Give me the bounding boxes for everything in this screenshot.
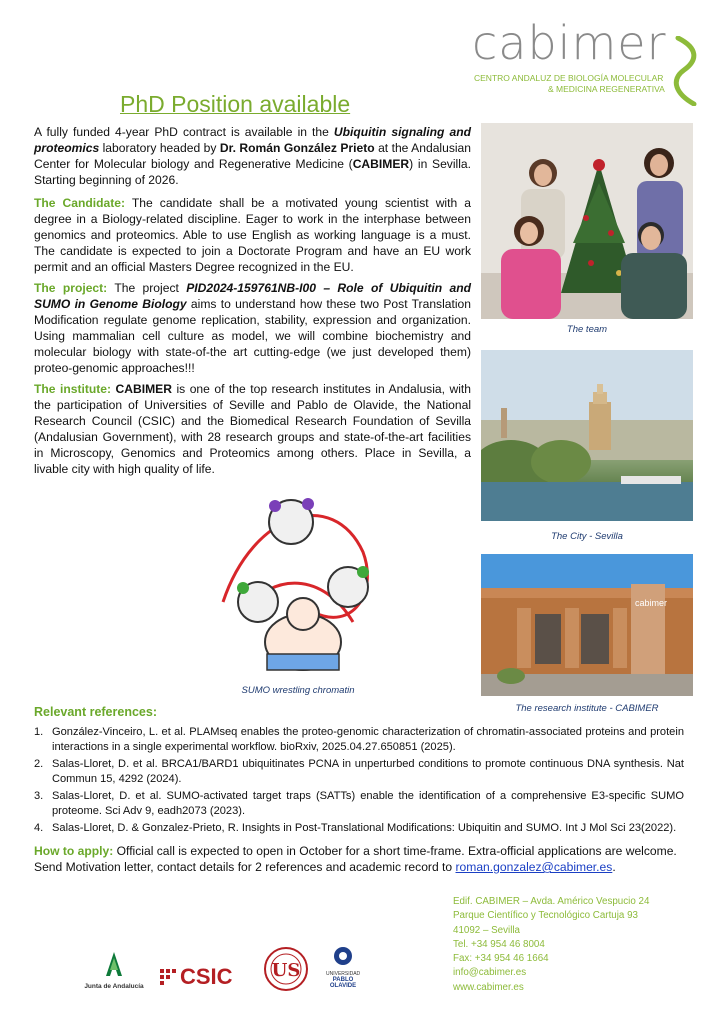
email-link[interactable]: roman.gonzalez@cabimer.es [455, 860, 613, 874]
page-title: PhD Position available [120, 91, 351, 117]
upo-icon [326, 946, 360, 966]
svg-text:cabimer: cabimer [635, 598, 668, 608]
reference-item: 1. González-Vinceiro, L. et al. PLAMseq enables the proteo-genomic characterization of chromatin-associated proteins and protein interactions in a single experimental workflow. bioRxiv, 2025.04.27.650851 (2025). [34, 726, 684, 753]
pablo-olavide-logo: UNIVERSIDAD PABLO OLAVIDE [326, 946, 360, 989]
svg-text:US: US [271, 960, 301, 981]
institute-paragraph: The institute: CABIMER is one of the top research institutes in Andalusia, with the participation of Universities of Seville and Pablo de Olavide, the National Research Council (CSIC) and the Biomedical Research Foundation of Sevilla (Andalusian Government), with 28 research groups and state-of-the-art facilities in Microscopy, Genomics and Proteomics among others. Place in Sevilla, a livable city with high quality of life. [34, 382, 471, 476]
project-paragraph: The project: The project PID2024-159761NB-I00 – Role of Ubiquitin and SUMO in Genome Biology aims to understand how these two Post Translation Modification regulate genome replication, stability, expression and organization. Using mammalian cell culture as model, we will combine biochemistry and molecular biology with state-of-the art cutting-edge (we just developed them) proteo-genomic approaches!!! [34, 281, 472, 375]
team-photo [481, 123, 693, 319]
universidad-sevilla-logo [262, 946, 310, 992]
reference-item: 2. Salas-Lloret, D. et al. BRCA1/BARD1 ubiquitinates PCNA in unperturbed conditions to promote continuous DNA synthesis. Nat Commun 15, 4292 (2024). [34, 758, 684, 785]
us-seal-icon [262, 946, 310, 992]
junta-andalucia-logo: Junta de Andalucía [84, 950, 144, 990]
sumo-caption: SUMO wrestling chromatin [241, 685, 355, 696]
city-caption: The City - Sevilla [551, 531, 623, 542]
csic-logo: CSIC [160, 964, 233, 990]
website-link[interactable]: www.cabimer.es [453, 981, 524, 993]
junta-andalucia-icon [84, 950, 144, 978]
institute-caption: The research institute - CABIMER [515, 703, 659, 714]
logo-subtitle-line1: CENTRO ANDALUZ DE BIOLOGÍA MOLECULAR [474, 73, 664, 83]
cabimer-swirl-icon [672, 36, 700, 106]
info-email[interactable]: info@cabimer.es [453, 967, 527, 979]
sumo-wrestler-illustration [213, 492, 383, 682]
candidate-paragraph: The Candidate: The candidate shall be a motivated young scientist with a degree in a Biology-related discipline. Eager to work in the interphase between genomics and proteomics. Able to use English as working language is a must. The candidate is expected to join a Doctorate Program and have an EU work permit and an official Masters Degree recognized in the EU. [34, 196, 471, 274]
references-heading: Relevant references: [34, 705, 157, 719]
reference-item: 4. Salas-Lloret, D. & Gonzalez-Prieto, R. Insights in Post-Translational Modifications: Ubiquitin and SUMO. Int J Mol Sci 23(2022). [34, 822, 677, 834]
cabimer-logo-text: cabimer [472, 16, 667, 70]
team-caption: The team [566, 324, 608, 335]
intro-paragraph: A fully funded 4-year PhD contract is available in the Ubiquitin signaling and proteomics laboratory headed by Dr. Román González Prieto at the Andalusian Center for Molecular biology and Regenerative Medicine (CABIMER) in Sevilla. Starting beginning of 2026. [34, 125, 472, 187]
contact-address: Edif. CABIMER – Avda. Américo Vespucio 24 Parque Científico y Tecnológico Cartuja 93 41092 – Sevilla Tel. +34 954 46 8004 Fax: +34 954 46 1664 info@cabimer.es www.cabimer.es [453, 895, 649, 995]
apply-paragraph: How to apply: Official call is expected to open in October for a short time-frame. Extra-official applications are welcome. Send Motivation letter, contact details for 2 references and academic record to roman.gonzalez@cabimer.es. [34, 844, 677, 874]
city-photo [481, 350, 693, 521]
logo-subtitle-line2: & MEDICINA REGENERATIVA [548, 84, 665, 94]
reference-item: 3. Salas-Lloret, D. et al. SUMO-activated target traps (SATTs) enable the identification of a comprehensive E3-specific SUMO proteome. Sci Adv 9, eadh2073 (2023). [34, 790, 684, 817]
institute-photo [481, 554, 693, 696]
csic-dots-icon [160, 969, 176, 985]
references-list [34, 725, 684, 839]
